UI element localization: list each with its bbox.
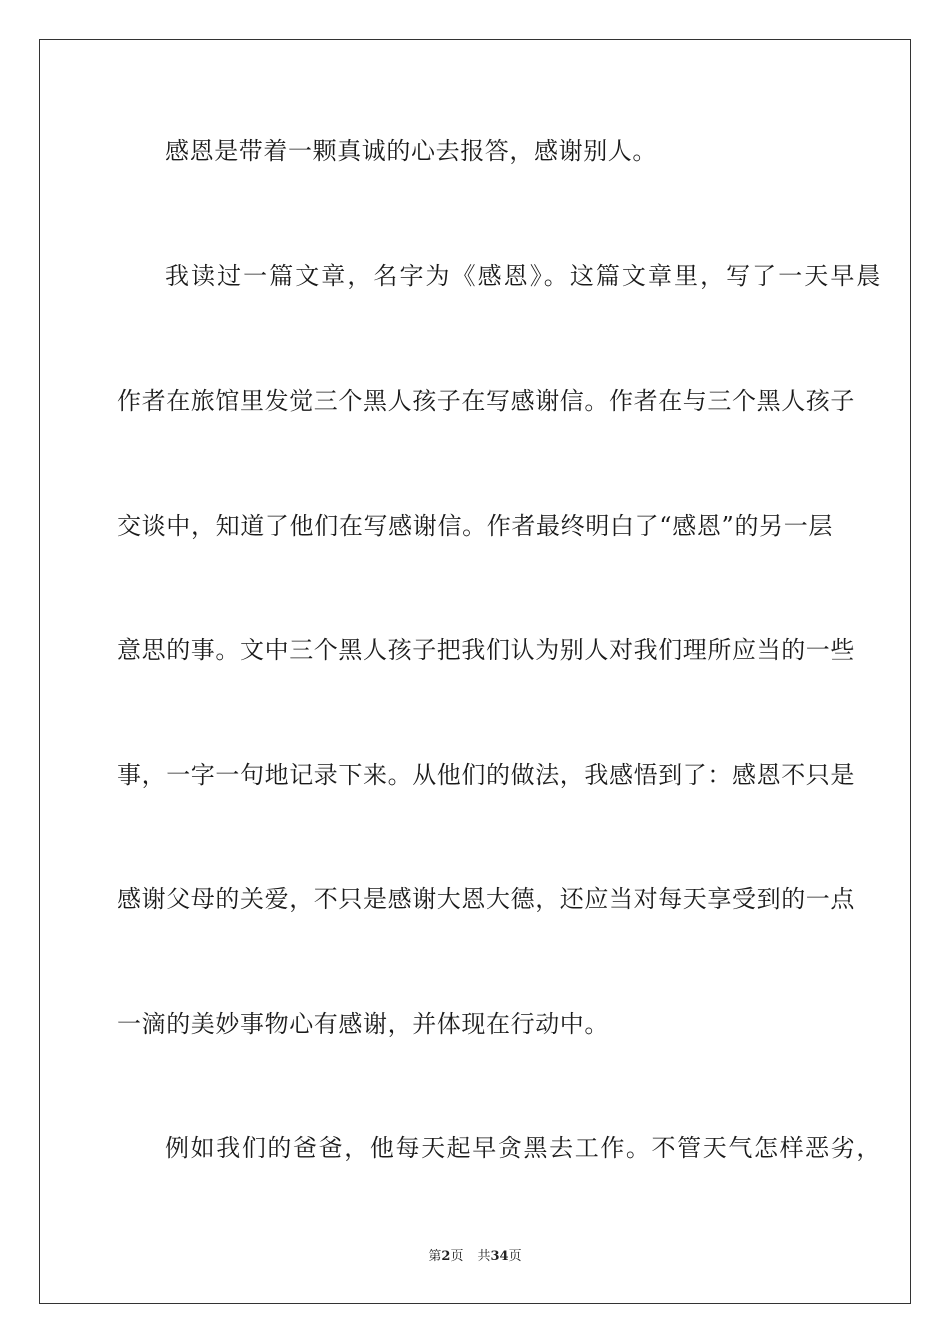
paragraph-line: 感谢父母的关爱，不只是感谢大恩大德，还应当对每天享受到的一点 xyxy=(117,885,855,913)
paragraph-line: 一滴的美妙事物心有感谢，并体现在行动中。 xyxy=(117,1010,609,1038)
paragraph-line: 作者在旅馆里发觉三个黑人孩子在写感谢信。作者在与三个黑人孩子 xyxy=(117,387,855,415)
page-suffix: 页 xyxy=(450,1249,464,1264)
paragraph-line: 我读过一篇文章，名字为《感恩》。这篇文章里，写了一天早晨 xyxy=(165,262,881,290)
paragraph-line: 感恩是带着一颗真诚的心去报答，感谢别人。 xyxy=(165,137,657,165)
paragraph-line: 事，一字一句地记录下来。从他们的做法，我感悟到了：感恩不只是 xyxy=(117,761,855,789)
page-footer xyxy=(0,1248,950,1266)
paragraph-line: 交谈中，知道了他们在写感谢信。作者最终明白了“感恩”的另一层 xyxy=(117,512,833,540)
total-suffix: 页 xyxy=(508,1249,522,1264)
paragraph-line: 例如我们的爸爸，他每天起早贪黑去工作。不管天气怎样恶劣， xyxy=(165,1134,881,1162)
page-prefix: 第 xyxy=(428,1249,442,1264)
page-number: 2 xyxy=(441,1249,451,1264)
total-prefix: 共 xyxy=(477,1249,491,1264)
paragraph-line: 意思的事。文中三个黑人孩子把我们认为别人对我们理所应当的一些 xyxy=(117,636,855,664)
total-pages: 34 xyxy=(490,1249,509,1264)
page-frame xyxy=(39,39,911,1304)
